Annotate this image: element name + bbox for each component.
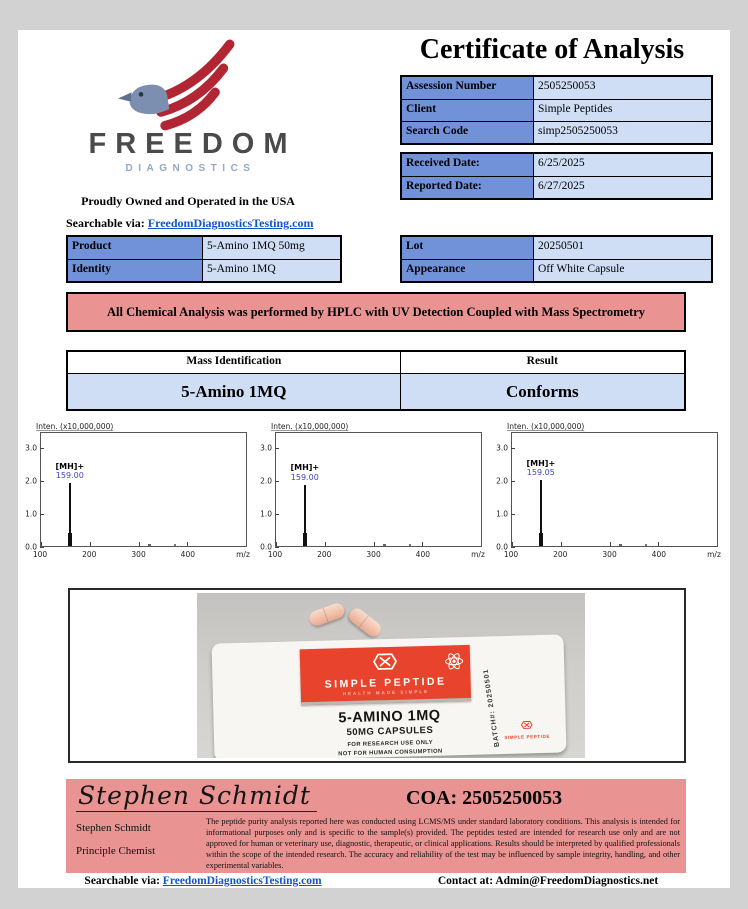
x-tick-mark <box>90 542 91 546</box>
y-tick-mark <box>40 514 44 515</box>
mass-id-value: 5-Amino 1MQ <box>68 374 401 409</box>
searchable-link-top[interactable]: FreedomDiagnosticsTesting.com <box>147 216 314 230</box>
x-tick-label: 200 <box>553 550 568 559</box>
y-tick-mark <box>511 547 515 548</box>
mass-id-header: Mass Identification <box>68 352 401 373</box>
certificate-page <box>18 30 730 888</box>
footer-searchable-label: Searchable via: <box>84 875 160 887</box>
capsule-1 <box>308 601 347 627</box>
table-label-cell: Reported Date: <box>402 177 534 198</box>
y-tick-label: 1.0 <box>260 509 272 519</box>
mass-spectrum-chart-3 <box>491 420 723 566</box>
signature-block <box>66 779 686 873</box>
table-row <box>402 176 711 198</box>
table-row <box>402 121 711 143</box>
y-tick-mark <box>275 547 279 548</box>
y-tick-label: 2.0 <box>25 476 37 486</box>
x-tick-mark <box>325 542 326 546</box>
mass-spectrum-chart-1 <box>20 420 252 566</box>
y-tick-label: 2.0 <box>260 476 272 486</box>
spectrum-plot-area <box>40 432 247 547</box>
hexagon-x-logo-icon <box>368 652 402 672</box>
label-brand-text: SIMPLE PEPTIDE <box>324 675 447 691</box>
searchable-label: Searchable via: <box>66 216 145 230</box>
corner-brand-logo <box>504 716 550 740</box>
page-title: Certificate of Analysis <box>419 34 685 65</box>
mass-table-header-row <box>68 352 684 373</box>
capsule-2 <box>346 606 384 640</box>
x-tick-label: 400 <box>651 550 667 559</box>
dates-table <box>400 152 713 200</box>
x-tick-label: 300 <box>366 550 381 559</box>
product-box <box>212 634 567 758</box>
table-row <box>402 259 711 281</box>
x-tick-mark <box>139 542 140 546</box>
x-tick-label: 100 <box>32 550 48 559</box>
x-tick-mark <box>41 542 42 546</box>
result-header: Result <box>526 355 558 367</box>
footer-contact: Contact at: Admin@FreedomDiagnostics.net <box>437 875 659 887</box>
x-tick-mark <box>512 542 513 546</box>
y-tick-mark <box>511 514 515 515</box>
table-row <box>68 259 340 281</box>
y-tick-mark <box>511 481 515 482</box>
accession-info-table <box>400 75 713 145</box>
y-tick-mark <box>511 448 515 449</box>
table-value-cell: 5-Amino 1MQ <box>203 260 340 281</box>
table-value-cell: Off White Capsule <box>534 260 711 281</box>
y-tick-label: 3.0 <box>25 443 37 453</box>
x-tick-mark <box>610 542 611 546</box>
peak-labels <box>55 462 84 481</box>
table-label-cell: Client <box>402 100 534 121</box>
peak-annotation: [MH]+ <box>526 458 556 468</box>
y-tick-mark <box>40 547 44 548</box>
product-photo-frame <box>68 588 686 763</box>
table-value-cell: Simple Peptides <box>534 100 711 121</box>
peak-annotation: [MH]+ <box>55 461 85 471</box>
handwritten-signature: Stephen Schmidt <box>76 781 317 812</box>
table-value-cell: 6/27/2025 <box>534 177 711 198</box>
peak-labels <box>290 463 319 482</box>
y-tick-mark <box>40 448 44 449</box>
table-row <box>402 77 711 99</box>
table-label-cell: Assession Number <box>402 77 534 99</box>
x-tick-mark <box>561 542 562 546</box>
y-tick-label: 3.0 <box>260 443 272 453</box>
table-value-cell: 5-Amino 1MQ 50mg <box>203 237 340 259</box>
table-row <box>68 237 340 259</box>
x-tick-mark <box>658 542 659 546</box>
hexagon-x-logo-icon-small <box>519 720 535 729</box>
table-label-cell: Product <box>68 237 203 259</box>
logo-brand-text: FREEDOM <box>88 128 297 160</box>
x-tick-label: 400 <box>415 550 431 559</box>
y-tick-label: 0.0 <box>496 542 508 552</box>
y-tick-mark <box>275 481 279 482</box>
mass-spectrum-chart-2 <box>255 420 487 566</box>
y-tick-label: 1.0 <box>25 509 37 519</box>
x-axis-unit-label: m/z <box>236 550 250 559</box>
table-value-cell: 2505250053 <box>534 77 711 99</box>
chemist-role: Principle Chemist <box>76 845 156 857</box>
peak-mz-value: 159.05 <box>526 468 555 478</box>
y-tick-label: 0.0 <box>260 542 272 552</box>
table-row <box>402 154 711 176</box>
x-tick-label: 400 <box>180 550 196 559</box>
mass-identification-table <box>66 350 686 411</box>
box-product-name: 5-AMINO 1MQ <box>338 707 441 727</box>
research-line-1: FOR RESEARCH USE ONLY <box>347 739 434 749</box>
y-tick-label: 2.0 <box>496 476 508 486</box>
chemist-name: Stephen Schmidt <box>76 822 151 834</box>
footer-searchable-link[interactable]: FreedomDiagnosticsTesting.com <box>162 875 322 887</box>
table-row <box>402 99 711 121</box>
peak-mz-value: 159.00 <box>290 473 319 483</box>
box-product-strength: 50MG CAPSULES <box>346 724 434 739</box>
result-value: Conforms <box>505 382 579 401</box>
freedom-diagnostics-logo <box>33 38 343 174</box>
analysis-method-banner: All Chemical Analysis was performed by HPLC with UV Detection Coupled with Mass Spectrometry <box>66 292 686 332</box>
peak-labels <box>526 459 555 478</box>
simple-peptide-label <box>300 645 471 705</box>
table-label-cell: Search Code <box>402 122 534 143</box>
peak-mz-value: 159.00 <box>55 471 84 481</box>
x-tick-mark <box>187 542 188 546</box>
x-tick-label: 200 <box>82 550 97 559</box>
corner-brand-text: SIMPLE PEPTIDE <box>504 733 551 740</box>
x-tick-label: 200 <box>317 550 332 559</box>
product-photo <box>197 593 585 758</box>
footer-searchable <box>48 875 358 887</box>
x-tick-label: 100 <box>267 550 283 559</box>
y-tick-mark <box>275 514 279 515</box>
y-tick-mark <box>275 448 279 449</box>
y-tick-mark <box>40 481 44 482</box>
y-tick-label: 0.0 <box>25 542 37 552</box>
x-tick-mark <box>276 542 277 546</box>
logo-subbrand-text: DIAGNOSTICS <box>125 163 256 174</box>
mass-spectra-band <box>18 420 730 566</box>
table-label-cell: Received Date: <box>402 154 534 176</box>
y-tick-label: 1.0 <box>496 509 508 519</box>
spectrum-peak <box>69 483 71 546</box>
lot-table <box>400 235 713 283</box>
coa-number: COA: 2505250053 <box>406 787 563 809</box>
atom-icon <box>444 651 465 672</box>
eagle-wing-icon <box>113 38 263 134</box>
x-axis-unit-label: m/z <box>471 550 485 559</box>
table-value-cell: 20250501 <box>534 237 711 259</box>
spectrum-plot-area <box>275 432 482 547</box>
peak-annotation: [MH]+ <box>290 463 320 473</box>
chart-intensity-label: Inten. (x10,000,000) <box>36 422 114 431</box>
spectrum-peak <box>304 485 306 546</box>
research-line-2: NOT FOR HUMAN CONSUMPTION <box>338 748 443 758</box>
batch-number-vertical-text: BATCH#: 20250501 <box>482 668 501 748</box>
searchable-line-top <box>66 216 313 231</box>
mass-table-data-row <box>68 373 684 409</box>
spectrum-peak <box>540 480 542 546</box>
product-table <box>66 235 342 283</box>
x-tick-label: 300 <box>131 550 146 559</box>
spectrum-plot-area <box>511 432 718 547</box>
table-value-cell: 6/25/2025 <box>534 154 711 176</box>
x-tick-label: 100 <box>503 550 519 559</box>
x-tick-label: 300 <box>602 550 617 559</box>
eagle-head <box>130 85 170 114</box>
label-tagline-text: HEALTH MADE SIMPLE <box>342 688 430 697</box>
x-tick-mark <box>422 542 423 546</box>
x-tick-mark <box>374 542 375 546</box>
disclaimer-text: The peptide purity analysis reported here was conducted using LCMS/MS under standard laboratory conditions. This analysis is intended for informational purposes only and is specific to the sample(s) provided. The peptides tested are intended for research use only and are not approved for human or veterinary use, diagnostic, therapeutic, or clinical applications. Results should be interpreted by qualified professionals within the scope of the intended research. The accuracy and reliability of the test may be influenced by sample integrity, handling, and other experimental variables. <box>206 817 680 870</box>
table-row <box>402 237 711 259</box>
y-tick-label: 3.0 <box>496 443 508 453</box>
chart-intensity-label: Inten. (x10,000,000) <box>271 422 349 431</box>
table-label-cell: Appearance <box>402 260 534 281</box>
chart-intensity-label: Inten. (x10,000,000) <box>507 422 585 431</box>
table-label-cell: Identity <box>68 260 203 281</box>
table-value-cell: simp2505250053 <box>534 122 711 143</box>
x-axis-unit-label: m/z <box>707 550 721 559</box>
usa-tagline: Proudly Owned and Operated in the USA <box>81 194 295 208</box>
table-label-cell: Lot <box>402 237 534 259</box>
